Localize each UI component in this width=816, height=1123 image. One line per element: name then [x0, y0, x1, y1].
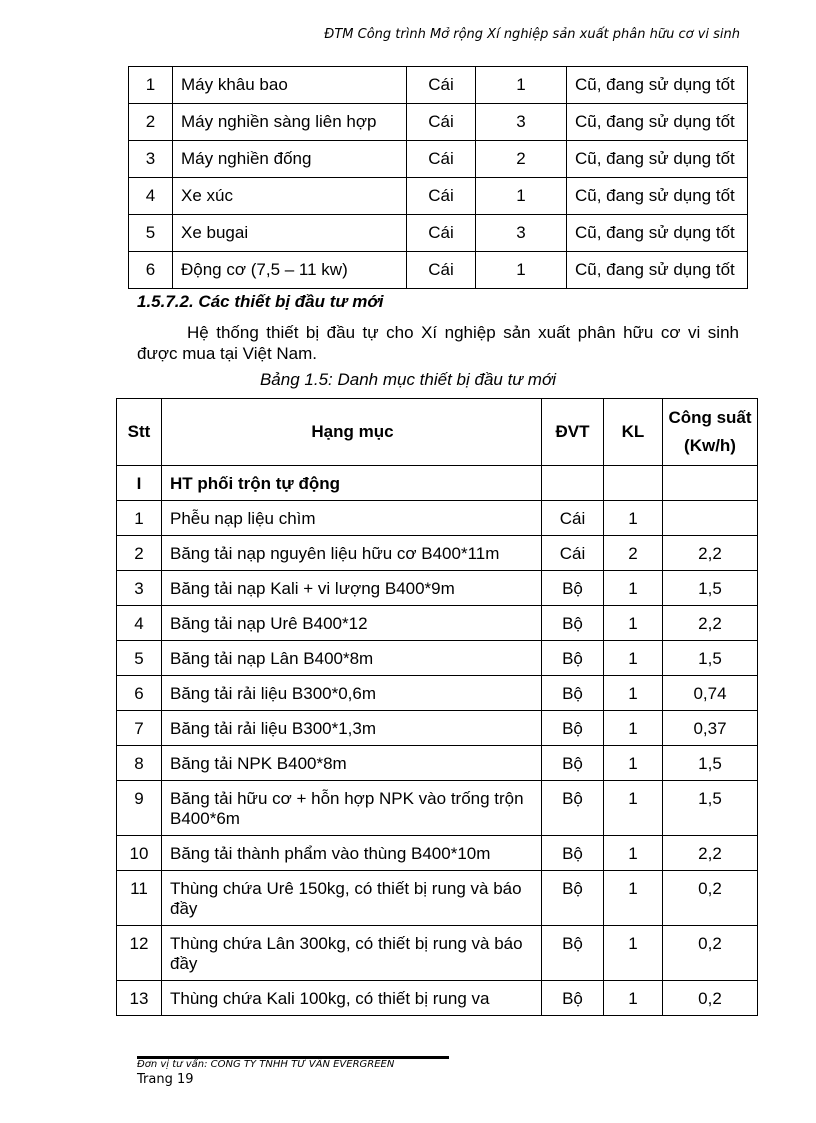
- row-power: 2,2: [663, 536, 758, 571]
- table-row: [117, 746, 758, 781]
- row-qty: 1: [604, 926, 663, 981]
- row-item: Thùng chứa Lân 300kg, có thiết bị rung và báo đầy: [162, 926, 542, 981]
- row-item: Băng tải thành phẩm vào thùng B400*10m: [162, 836, 542, 871]
- row-power: 0,74: [663, 676, 758, 711]
- row-item: Thùng chứa Kali 100kg, có thiết bị rung va: [162, 981, 542, 1016]
- row-stt: 2: [117, 536, 162, 571]
- row-unit: Cái: [407, 178, 476, 215]
- row-item: Băng tải nạp Lân B400*8m: [162, 641, 542, 676]
- group-stt: I: [117, 466, 162, 501]
- row-power: 0,2: [663, 871, 758, 926]
- row-unit: Cái: [542, 501, 604, 536]
- row-unit: Cái: [542, 536, 604, 571]
- row-item: Băng tải hữu cơ + hỗn hợp NPK vào trống trộn B400*6m: [162, 781, 542, 836]
- row-item: Máy nghiền đống: [173, 141, 407, 178]
- row-qty: 1: [476, 252, 567, 289]
- header-power-line1: Công suất: [668, 408, 752, 427]
- table-row: [129, 104, 748, 141]
- row-item: Xe xúc: [173, 178, 407, 215]
- table-row: [117, 781, 758, 836]
- row-stt: 5: [129, 215, 173, 252]
- row-unit: Bộ: [542, 981, 604, 1016]
- header-power: [663, 399, 758, 466]
- row-unit: Bộ: [542, 571, 604, 606]
- row-stt: 9: [117, 781, 162, 836]
- row-power: 0,2: [663, 981, 758, 1016]
- row-power: 1,5: [663, 746, 758, 781]
- row-stt: 7: [117, 711, 162, 746]
- row-item: Băng tải NPK B400*8m: [162, 746, 542, 781]
- row-unit: Bộ: [542, 871, 604, 926]
- row-item: Phễu nạp liệu chìm: [162, 501, 542, 536]
- row-item: Xe bugai: [173, 215, 407, 252]
- row-qty: 1: [604, 606, 663, 641]
- row-item: Băng tải rải liệu B300*0,6m: [162, 676, 542, 711]
- table-row: [129, 141, 748, 178]
- new-equipment-table: [116, 398, 758, 1016]
- row-qty: 1: [604, 871, 663, 926]
- table-header-row: [117, 399, 758, 466]
- row-qty: 1: [604, 781, 663, 836]
- row-qty: 1: [604, 641, 663, 676]
- table-row: [117, 836, 758, 871]
- table-row: [117, 711, 758, 746]
- table-row: [117, 641, 758, 676]
- row-power: 2,2: [663, 606, 758, 641]
- row-power: [663, 501, 758, 536]
- page-number: Trang 19: [137, 1072, 194, 1087]
- row-status: Cũ, đang sử dụng tốt: [567, 67, 748, 104]
- row-unit: Bộ: [542, 836, 604, 871]
- table-row: [117, 981, 758, 1016]
- group-power: [663, 466, 758, 501]
- table-caption: Bảng 1.5: Danh mục thiết bị đầu tư mới: [259, 370, 557, 389]
- row-unit: Bộ: [542, 711, 604, 746]
- table-row: [129, 67, 748, 104]
- row-power: 1,5: [663, 571, 758, 606]
- header-stt: Stt: [117, 399, 162, 466]
- page-header: ĐTM Công trình Mở rộng Xí nghiệp sản xuất phân hữu cơ vi sinh: [324, 27, 740, 42]
- row-item: Băng tải rải liệu B300*1,3m: [162, 711, 542, 746]
- table-row: [117, 606, 758, 641]
- row-unit: Bộ: [542, 746, 604, 781]
- row-power: 1,5: [663, 641, 758, 676]
- row-item: Băng tải nạp Kali + vi lượng B400*9m: [162, 571, 542, 606]
- row-unit: Bộ: [542, 781, 604, 836]
- row-unit: Bộ: [542, 641, 604, 676]
- row-unit: Cái: [407, 252, 476, 289]
- row-stt: 13: [117, 981, 162, 1016]
- footer-company: Đơn vị tư vấn: CÔNG TY TNHH TƯ VẤN EVERGREEN: [137, 1059, 395, 1070]
- row-stt: 8: [117, 746, 162, 781]
- row-qty: 2: [604, 536, 663, 571]
- row-qty: 1: [604, 981, 663, 1016]
- group-qty: [604, 466, 663, 501]
- previous-equipment-table: [128, 66, 748, 289]
- table-row: [117, 871, 758, 926]
- row-qty: 1: [604, 711, 663, 746]
- row-power: 0,2: [663, 926, 758, 981]
- row-stt: 3: [117, 571, 162, 606]
- row-stt: 3: [129, 141, 173, 178]
- header-unit: ĐVT: [542, 399, 604, 466]
- row-stt: 4: [117, 606, 162, 641]
- group-unit: [542, 466, 604, 501]
- row-unit: Cái: [407, 215, 476, 252]
- row-unit: Bộ: [542, 926, 604, 981]
- table-row: [117, 676, 758, 711]
- row-unit: Cái: [407, 141, 476, 178]
- header-item: Hạng mục: [162, 399, 542, 466]
- row-stt: 5: [117, 641, 162, 676]
- table-row: [129, 252, 748, 289]
- new-equipment-table-body: [117, 466, 758, 1016]
- table-row: [117, 926, 758, 981]
- table-row: [117, 571, 758, 606]
- row-qty: 1: [604, 676, 663, 711]
- header-power-line2: (Kw/h): [684, 436, 736, 455]
- row-qty: 1: [604, 571, 663, 606]
- row-stt: 12: [117, 926, 162, 981]
- row-status: Cũ, đang sử dụng tốt: [567, 178, 748, 215]
- table-row: [129, 215, 748, 252]
- row-stt: 10: [117, 836, 162, 871]
- row-status: Cũ, đang sử dụng tốt: [567, 252, 748, 289]
- row-status: Cũ, đang sử dụng tốt: [567, 141, 748, 178]
- row-item: Máy khâu bao: [173, 67, 407, 104]
- row-power: 2,2: [663, 836, 758, 871]
- table-row: [117, 501, 758, 536]
- row-qty: 3: [476, 215, 567, 252]
- row-qty: 1: [476, 178, 567, 215]
- row-unit: Bộ: [542, 606, 604, 641]
- row-stt: 1: [129, 67, 173, 104]
- row-qty: 1: [476, 67, 567, 104]
- row-qty: 2: [476, 141, 567, 178]
- row-unit: Bộ: [542, 676, 604, 711]
- row-unit: Cái: [407, 67, 476, 104]
- row-item: Động cơ (7,5 – 11 kw): [173, 252, 407, 289]
- row-stt: 1: [117, 501, 162, 536]
- row-unit: Cái: [407, 104, 476, 141]
- row-stt: 6: [129, 252, 173, 289]
- row-status: Cũ, đang sử dụng tốt: [567, 215, 748, 252]
- header-qty: KL: [604, 399, 663, 466]
- row-power: 0,37: [663, 711, 758, 746]
- row-item: Máy nghiền sàng liên hợp: [173, 104, 407, 141]
- section-heading: 1.5.7.2. Các thiết bị đầu tư mới: [137, 292, 384, 311]
- row-stt: 4: [129, 178, 173, 215]
- table-row: [117, 536, 758, 571]
- row-stt: 11: [117, 871, 162, 926]
- row-stt: 2: [129, 104, 173, 141]
- row-item: Băng tải nạp nguyên liệu hữu cơ B400*11m: [162, 536, 542, 571]
- row-power: 1,5: [663, 781, 758, 836]
- row-qty: 3: [476, 104, 567, 141]
- row-item: Băng tải nạp Urê B400*12: [162, 606, 542, 641]
- group-name: HT phối trộn tự động: [162, 466, 542, 501]
- row-item: Thùng chứa Urê 150kg, có thiết bị rung và báo đầy: [162, 871, 542, 926]
- row-qty: 1: [604, 501, 663, 536]
- row-qty: 1: [604, 836, 663, 871]
- previous-equipment-table-body: [129, 67, 748, 289]
- row-status: Cũ, đang sử dụng tốt: [567, 104, 748, 141]
- row-stt: 6: [117, 676, 162, 711]
- table-row: [129, 178, 748, 215]
- group-row: [117, 466, 758, 501]
- section-paragraph: Hệ thống thiết bị đầu tự cho Xí nghiệp sản xuất phân hữu cơ vi sinh được mua tại Việt Nam.: [137, 323, 739, 363]
- row-qty: 1: [604, 746, 663, 781]
